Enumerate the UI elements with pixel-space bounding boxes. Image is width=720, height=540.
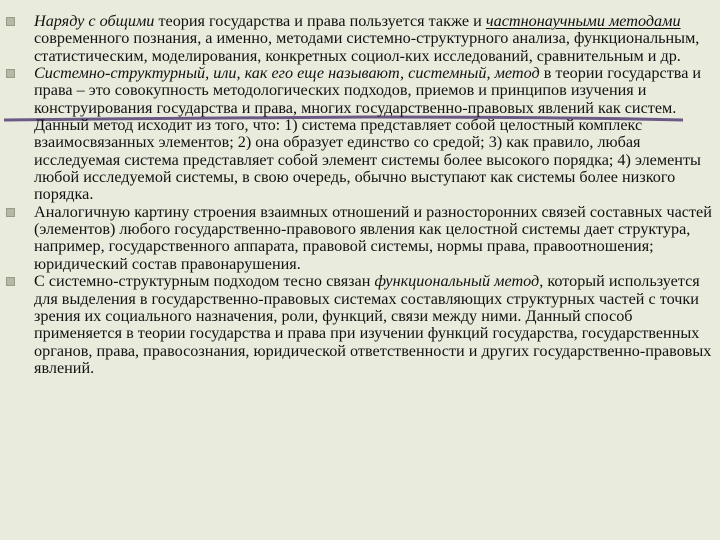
text: современного познания, а именно, методами системно-структурного анализа, функциональным, статистическим, моделирования, конкретных социол-ких исследований, сравнительным и др. [34,29,700,65]
bullet-list [0,13,716,377]
text: Аналогичную картину строения взаимных отношений и разносторонних связей составных частей (элементов) любого государственно-правового явления как целостной системы дает структура, например, государственного аппарата, правовой системы, нормы права, правоотношения; юридический состав правонарушения. [34,202,712,273]
list-item [0,204,716,273]
text: С системно-структурным подходом тесно связан [34,272,375,291]
square-bullet-icon [6,277,15,286]
italic-text: функциональный метод, [374,272,544,291]
text: который используется для выделения в государственно-правовых системах составляющих структурных частей с точки зрения их социального назначения, роли, функций, связи между ними. Данный способ применяется в теории государства и права при изучении функций государства, государственных органов, права, правосознания, юридической ответственности и других государственно-правовых явлений. [34,272,712,377]
square-bullet-icon [6,69,15,78]
italic-text: Системно-структурный, или, как его еще называют, системный, метод [34,64,540,83]
list-item [0,273,716,377]
square-bullet-icon [6,208,15,217]
italic-underlined-text: частнонаучными методами [485,12,681,30]
list-item [0,65,716,204]
square-bullet-icon [6,17,15,26]
text: в теории государства и права – это совокупность методологических подходов, приемов и принципов изучения и конструирования государства и права, многих государственно-правовых явлений как систем. Данный метод исходит из того, что: 1) система представляет собой целостный комплекс взаимосвязанных элементов; 2) она образует единство со средой; 3) как правило, любая исследуемая система представляет собой элемент системы более высокого порядка; 4) элементы любой исследуемой системы, в свою очередь, обычно выступают как системы более низкого порядка. [34,64,702,204]
list-item [0,13,716,65]
italic-text: Наряду с общими [34,12,155,30]
text: теория государства и права пользуется также и [154,12,486,30]
